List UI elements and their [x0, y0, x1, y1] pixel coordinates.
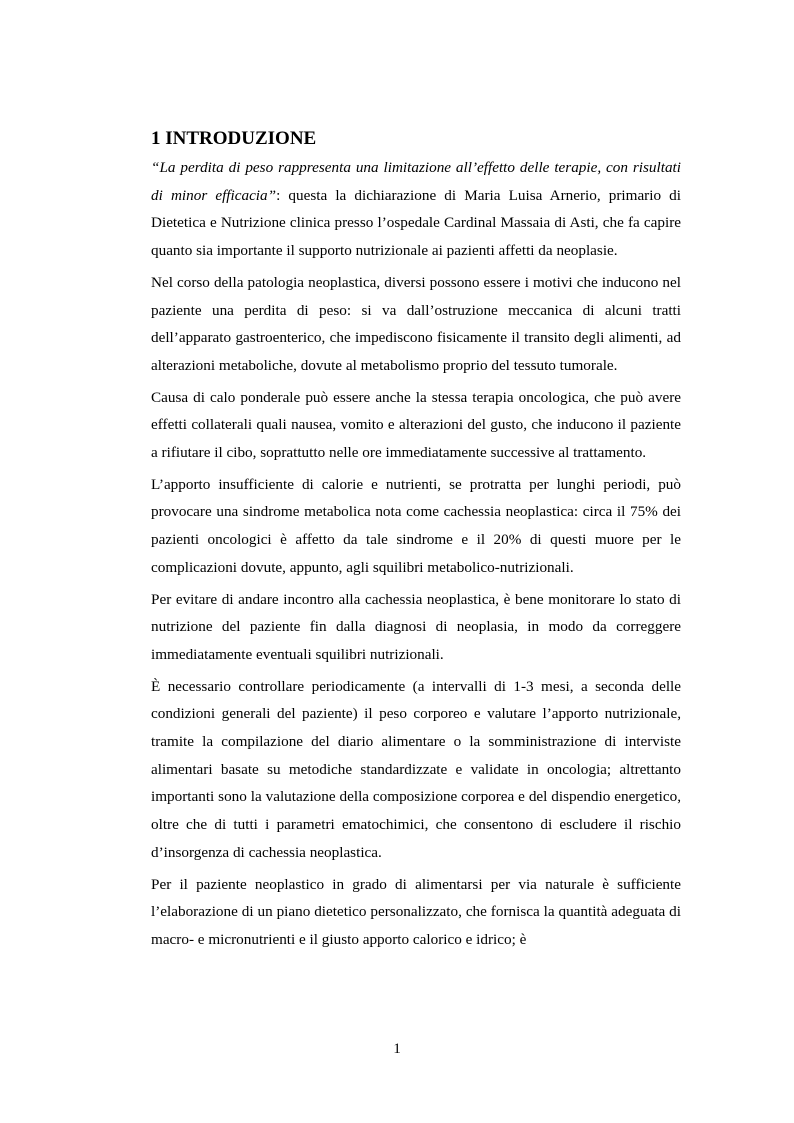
- paragraph: Per il paziente neoplastico in grado di alimentarsi per via naturale è sufficiente l’elaborazione di un piano dietetico personalizzato, che fornisca la quantità adeguata di macro- e micronutrienti e il giusto apporto calorico e idrico; è: [151, 875, 681, 948]
- intro-quote: “La perdita di peso rappresenta una limitazione all’effetto delle terapie, con risultati di: [151, 159, 681, 204]
- section-heading: 1 INTRODUZIONE: [151, 128, 317, 149]
- paragraph: Per evitare di andare incontro alla cachessia neoplastica, è bene monitorare lo stato di nutrizione del paziente fin dalla diagnosi di neoplasia, in modo da correggere immediatamente eventuali squilibri nutrizionali.: [151, 590, 681, 663]
- intro-rest: : questa la dichiarazione di Maria Luisa Arnerio, primario di Dietetica e Nutrizione clinica presso l’ospedale Cardinal Massaia di Asti, che fa capire quanto sia importante il supporto nutrizionale ai pazienti affetti da neoplasie.: [151, 186, 681, 260]
- intro-paragraph: [151, 154, 681, 265]
- page-body: [151, 127, 681, 954]
- page-number: 1: [393, 1040, 401, 1057]
- paragraph: È necessario controllare periodicamente (a intervalli di 1-3 mesi, a seconda delle condizioni generali del paziente) il peso corporeo e valutare l’apporto nutrizionale, tramite la compilazione del diario alimentare o la somministrazione di interviste alimentari basate su metodiche standardizzate e validate in oncologia; altrettanto importanti sono la valutazione della composizione corporea e del dispendio energetico, oltre che di tutti i parametri ematochimici, che consentono di escludere il rischio d’insorgenza di cachessia neoplastica.: [151, 677, 681, 861]
- intro-quote-emphasis: minor efficacia”: [170, 186, 277, 204]
- paragraph: Causa di calo ponderale può essere anche la stessa terapia oncologica, che può avere effetti collaterali quali nausea, vomito e alterazioni del gusto, che inducono il paziente a rifiutare il cibo, soprattutto nelle ore immediatamente successive al trattamento.: [151, 388, 681, 462]
- paragraph: L’apporto insufficiente di calorie e nutrienti, se protratta per lunghi periodi, può provocare una sindrome metabolica nota come cachessia neoplastica: circa il 75% dei pazienti oncologici è affetto da tale sindrome e il 20% di questi muore per le complicazioni dovute, appunto, agli squilibri metabolico-nutrizionali.: [151, 475, 681, 576]
- paragraph: Nel corso della patologia neoplastica, diversi possono essere i motivi che inducono nel paziente una perdita di peso: si va dall’ostruzione meccanica di alcuni tratti dell’apparato gastroenterico, che impediscono fisicamente il transito degli alimenti, ad alterazioni metaboliche, dovute al metabolismo proprio del tessuto tumorale.: [151, 273, 681, 374]
